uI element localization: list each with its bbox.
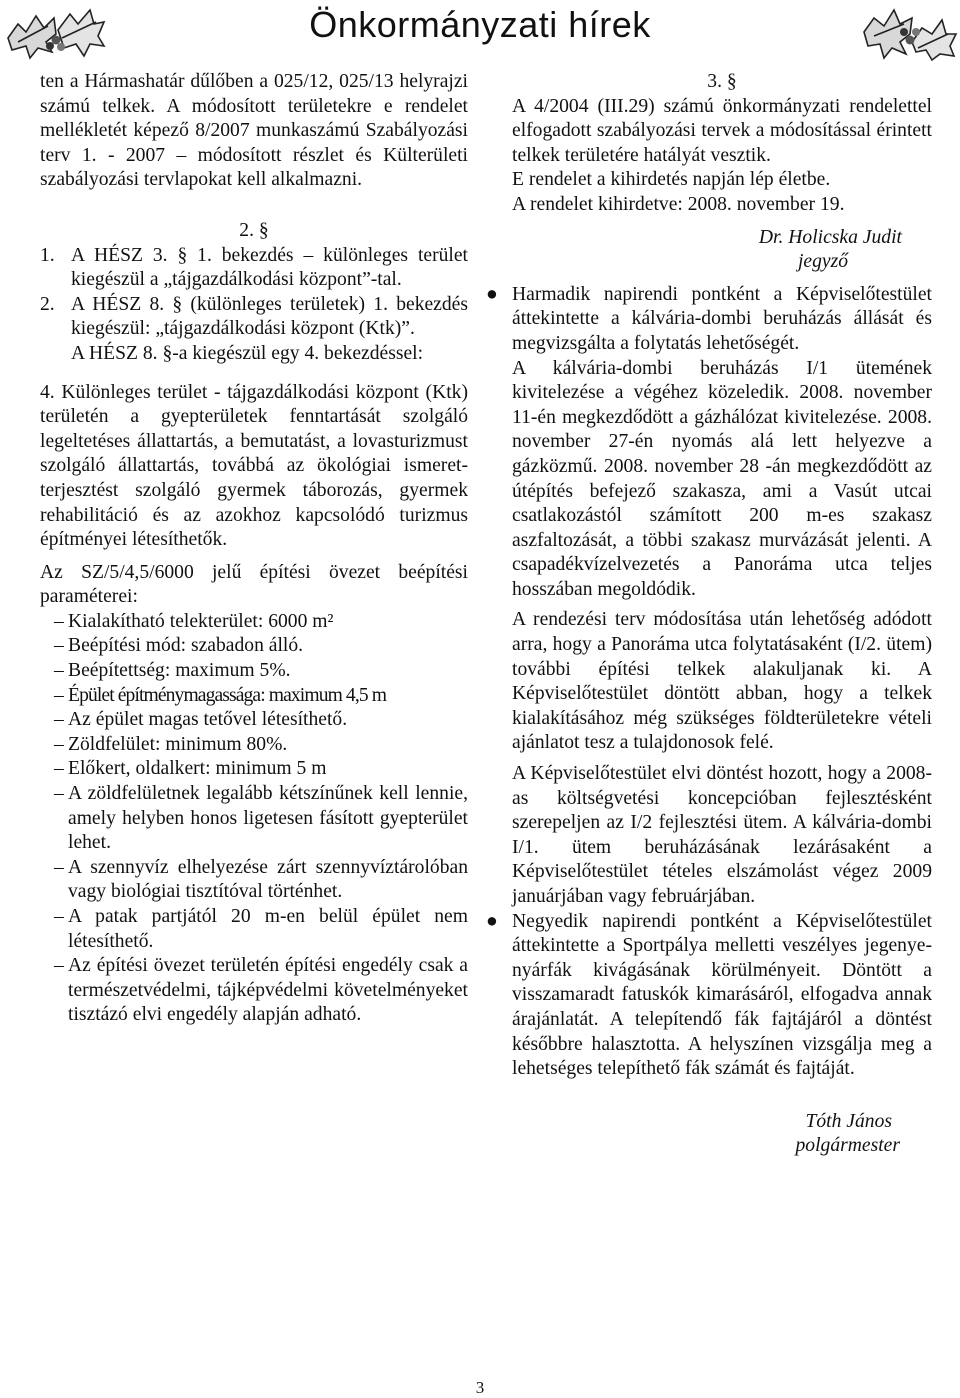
mayor-signature-name: Tóth János <box>805 1110 892 1132</box>
list-item: – A szennyvíz elhelyezése zárt szennyvíztárolóban vagy biológiai tisztítóval történhet. <box>40 856 468 905</box>
list-item: – Kialakítható telekterület: 6000 m² <box>40 610 468 635</box>
mayor-signature-title: polgármester <box>795 1135 900 1157</box>
notary-signature-name: Dr. Holicska Judit <box>758 226 902 248</box>
paragraph-4: 4. Különleges terület - tájgazdálkodási központ (Ktk) területén a gyepterületek fenntartását szolgáló legeltetéses állattartás, a bemutatást, a lovasturizmust szolgáló állattartás, továbbá az ökológiai ismeretterjesztést szolgáló gyermek táborozás, gyermek rehabilitáció és az azokhoz kapcsolódó turizmus építményei létesíthetők. <box>40 381 468 551</box>
list-item: ● Harmadik napirendi pontként a Képviselőtestület áttekintette a kálvária-dombi beruházás állását és megvizsgálta a folytatás lehetőségét. A kálvária-dombi beruházás I/1 ütemének kivitelezése a végéhez közeledik. 2008. november 11-én megkezdődött a gázhálózat kivitelezése. 2008. november 27-én nyomás alá lett helyezve a gázközmű. 2008. november 28 -án megkezdődött az útépítés befejező szakasza, ami a Vasút utcai csatlakozástól számított 200 m-es szakasz aszfaltozását, a többi szakasz murvázását jelenti. A csapadékvízelvezetés a Panoráma utca teljes hosszában megoldódik. A rendezési terv módosítása után lehetőség adódott arra, hogy a Panoráma utca folytatásaként (I/2. ütem) további építési telkek alakuljanak ki. A Képviselőtestület döntött abban, hogy a telkek kialakításához még szükséges földterületekre vételi ajánlatot tesz a tulajdonosok felé. A Képviselőtestület elvi döntést hozott, hogy a 2008-as költségvetési koncepcióban fejlesztésként szerepeljen az I/2 fejlesztési ütem. A kálvária-dombi I/1. ütem beruházásának lezárásaként a Képviselőtestület tételes elszámolást végez 2009 januárjában vagy februárjában. <box>512 283 932 910</box>
list-item: – Zöldfelület: minimum 80%. <box>40 733 468 758</box>
list-item-text: A HÉSZ 8. §-a kiegészül egy 4. bekezdéssel: <box>71 342 424 364</box>
agenda-item-3-plan: A rendezési terv módosítása után lehetőség adódott arra, hogy a Panoráma utca folytatásaként (I/2. ütem) további építési telkek alakuljanak ki. A Képviselőtestület döntött abban, hogy a telkek kialakításához még szükséges földterületekre vételi ajánlatot tesz a tulajdonosok felé. <box>512 609 932 754</box>
list-item-text: Beépítési mód: szabadon álló. <box>68 635 304 657</box>
list-item-text: A zöldfelületnek legalább kétszínűnek kell lennie, amely helyben honos ligetesen fásított gyepterület lehet. <box>68 783 468 854</box>
page-title: Önkormányzati hírek <box>309 4 651 45</box>
list-item-text: A HÉSZ 3. § 1. bekezdés – különleges terület kiegészül a „tájgazdálkodási központ”-tal. <box>71 244 468 291</box>
list-item-text: Előkert, oldalkert: minimum 5 m <box>68 758 327 780</box>
section-3-heading: 3. § <box>707 71 737 92</box>
list-item-text: Az építési övezet területén építési engedély csak a természetvédelmi, tájképvédelmi követelményeket tisztázó elvi engedély alapján adható. <box>68 955 468 1026</box>
list-item-number: 1. <box>40 244 55 266</box>
list-item: – Az építési övezet területén építési engedély csak a természetvédelmi, tájképvédelmi követelményeket tisztázó elvi engedély alapján adható. <box>40 954 468 1028</box>
agenda-list <box>486 283 932 1082</box>
list-item: – Előkert, oldalkert: minimum 5 m <box>40 757 468 782</box>
list-item-text: Épület építménymagassága: maximum 4,5 m <box>68 684 387 706</box>
agenda-item-3-progress: A kálvária-dombi beruházás I/1 ütemének kivitelezése a végéhez közeledik. 2008. november 11-én megkezdődött a gázhálózat kivitelezése. 2008. november 27-én nyomás alá lett helyezve a gázközmű. 2008. november 28 -án megkezdődött az útépítés befejező szakasza, ami a Vasút utcai csatlakozástól számított 200 m-es szakasz aszfaltozását, a többi szakasz murvázását jelenti. A csapadékvízelvezetés a Panoráma utca teljes hosszában megoldódik. <box>512 357 932 600</box>
section-2-list <box>40 244 468 367</box>
effective-date-paragraph: E rendelet a kihirdetés napján lép életbe. <box>512 169 831 191</box>
list-item-text: Zöldfelület: minimum 80%. <box>68 733 288 755</box>
agenda-item-4-text: Negyedik napirendi pontként a Képviselőtestület áttekintette a Sportpálya melletti veszélyes jegenye-nyárfák kivágásának körülményeit. Döntött a visszamaradt fatuskók kimarásáról, elfogadva annak árajánlatát. A telepítendő fák fajtájáról a döntést későbbre halasztotta. A helyszínen vizsgálja meg a lehetséges telepíthető fák számát és fajtáját. <box>512 910 932 1080</box>
list-item: – Beépítési mód: szabadon álló. <box>40 634 468 659</box>
list-item-text: A patak partjától 20 m-en belül épület nem létesíthető. <box>68 906 468 952</box>
list-item-text: A szennyvíz elhelyezése zárt szennyvíztárolóban vagy biológiai tisztítóval történhet. <box>68 856 468 903</box>
left-column <box>40 70 468 1028</box>
regulation-repeal-paragraph: A 4/2004 (III.29) számú önkormányzati rendelettel elfogadott szabályozási tervek a módosítással érintett telkek területére hatályát vesztik. <box>512 95 932 166</box>
list-item: – A patak partjától 20 m-en belül épület nem létesíthető. <box>40 905 468 954</box>
list-item-number <box>40 342 71 367</box>
zone-parameters-intro: Az SZ/5/4,5/6000 jelű építési övezet beépítési paraméterei: <box>40 561 468 608</box>
section-2-heading: 2. § <box>239 219 269 241</box>
list-item-number: 2. <box>40 293 55 315</box>
list-item: – A zöldfelületnek legalább kétszínűnek kell lennie, amely helyben honos ligetesen fásított gyepterület lehet. <box>40 782 468 856</box>
list-item-text: Az épület magas tetővel létesíthető. <box>68 709 348 731</box>
right-column <box>486 70 932 1159</box>
list-item-text: Beépítettség: maximum 5%. <box>68 660 291 682</box>
agenda-item-3-decision: A Képviselőtestület elvi döntést hozott, hogy a 2008-as költségvetési koncepcióban fejlesztésként szerepeljen az I/2 fejlesztési ütem. A kálvária-dombi I/1. ütem beruházásának lezárásaként a Képviselőtestület tételes elszámolást végez 2009 januárjában vagy februárjában. <box>512 763 932 907</box>
agenda-item-3-text: Harmadik napirendi pontként a Képviselőtestület áttekintette a kálvária-dombi beruházás állását és megvizsgálta a folytatás lehetőségét. <box>512 283 932 354</box>
list-item: – Épület építménymagassága: maximum 4,5 m <box>40 684 468 709</box>
list-item: – Beépítettség: maximum 5%. <box>40 659 468 684</box>
list-item-text: A HÉSZ 8. § (különleges területek) 1. bekezdés kiegészül: „tájgazdálkodási központ (Ktk)”. <box>71 293 468 340</box>
list-item <box>40 293 468 342</box>
list-item <box>40 244 468 293</box>
list-item: – Az épület magas tetővel létesíthető. <box>40 708 468 733</box>
page-number: 3 <box>475 1378 485 1397</box>
notary-signature-title: jegyző <box>797 251 848 273</box>
list-item-text: Kialakítható telekterület: 6000 m² <box>68 610 334 632</box>
list-item: ● Negyedik napirendi pontként a Képviselőtestület áttekintette a Sportpálya melletti veszélyes jegenye-nyárfák kivágásának körülményeit. Döntött a visszamaradt fatuskók kimarásáról, elfogadva annak árajánlatát. A telepítendő fák fajtájáról a döntést későbbre halasztotta. A helyszínen vizsgálja meg a lehetséges telepíthető fák számát és fajtáját. <box>512 910 932 1082</box>
left-intro-paragraph: ten a Hármashatár dűlőben a 025/12, 025/13 helyrajzi számú telkek. A módosított területekre e rendelet mellékletét képező 8/2007 munkaszámú Szabályozási terv 1. - 2007 – módosított részlet és Külterületi szabályozási tervlapokat kell alkalmazni. <box>40 71 468 191</box>
promulgation-paragraph: A rendelet kihirdetve: 2008. november 19. <box>512 193 845 215</box>
list-item <box>40 342 468 367</box>
zone-parameters-list <box>40 610 468 1028</box>
